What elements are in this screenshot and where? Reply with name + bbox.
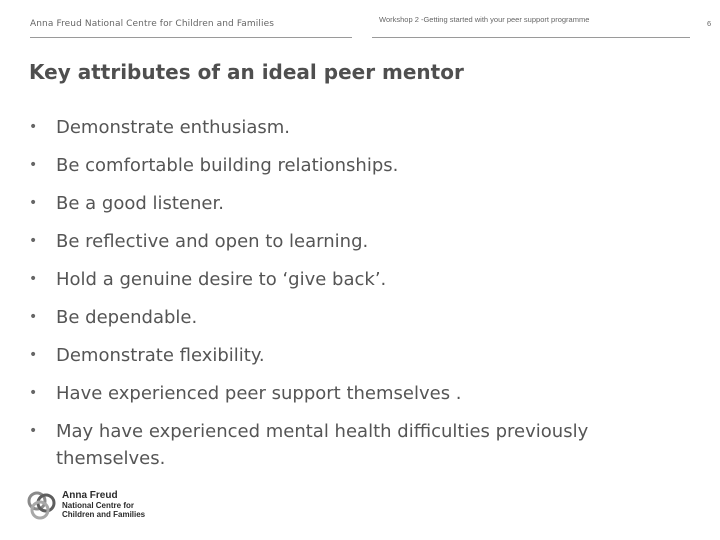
bullet-icon: • [29, 385, 38, 401]
bullet-icon: • [29, 271, 38, 287]
list-item [29, 190, 669, 217]
page-number: 6 [707, 19, 712, 28]
list-item [29, 304, 669, 331]
bullet-icon: • [29, 195, 38, 211]
list-item-text: Be comfortable building relationships. [56, 155, 399, 176]
list-item-text: Demonstrate enthusiasm. [56, 117, 291, 138]
list-item [29, 114, 669, 141]
list-item [29, 266, 669, 293]
header-organisation: Anna Freud National Centre for Children and Families [30, 19, 274, 29]
bullet-icon: • [29, 157, 38, 173]
organisation-logo [25, 488, 160, 524]
list-item-text: Hold a genuine desire to ‘give back’. [56, 269, 387, 290]
list-item [29, 342, 669, 369]
list-item [29, 152, 669, 179]
bullet-icon: • [29, 233, 38, 249]
bullet-icon: • [29, 423, 38, 439]
header-workshop-title: Workshop 2 -Getting started with your peer support programme [379, 15, 590, 24]
header-left-divider [30, 37, 352, 38]
logo-line-2: National Centre for [62, 501, 135, 510]
logo-line-3: Children and Families [62, 510, 146, 519]
bullet-icon: • [29, 309, 38, 325]
knot-logo-icon [25, 488, 59, 524]
list-item-text: Be a good listener. [56, 193, 224, 214]
list-item-text: Be dependable. [56, 307, 198, 328]
attribute-list [29, 114, 669, 483]
list-item [29, 380, 669, 407]
logo-line-1: Anna Freud [62, 490, 118, 501]
list-item [29, 418, 616, 472]
header-right-divider [372, 37, 690, 38]
list-item [29, 228, 669, 255]
list-item-text: Be reflective and open to learning. [56, 231, 369, 252]
bullet-icon: • [29, 347, 38, 363]
list-item-text: May have experienced mental health difficulties previously themselves. [56, 421, 589, 469]
bullet-icon: • [29, 119, 38, 135]
slide-title: Key attributes of an ideal peer mentor [29, 60, 464, 84]
list-item-text: Have experienced peer support themselves . [56, 383, 462, 404]
logo-wordmark [62, 490, 145, 519]
list-item-text: Demonstrate flexibility. [56, 345, 265, 366]
